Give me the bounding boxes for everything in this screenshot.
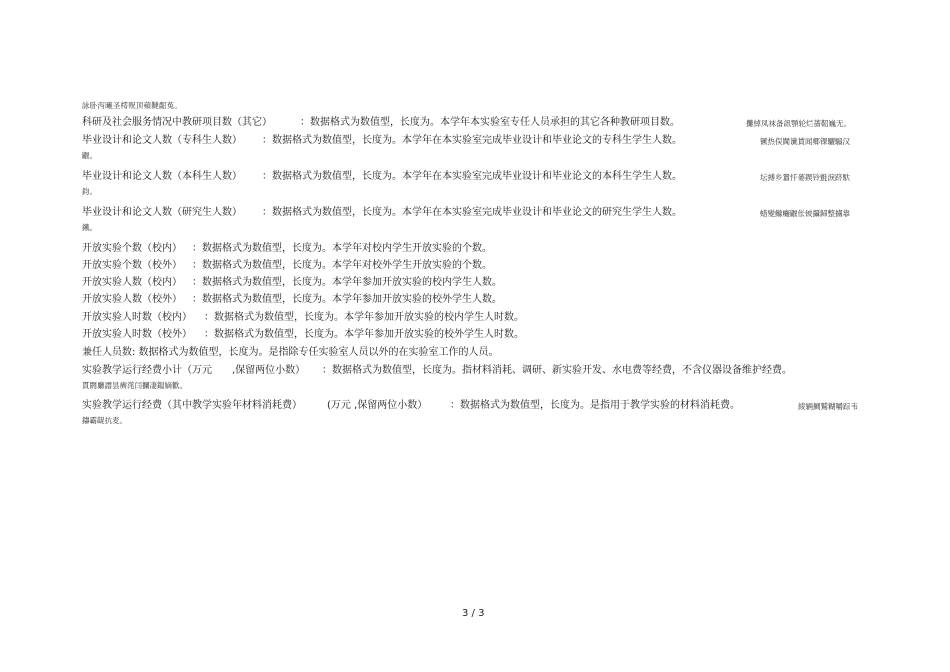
side-note: 蜡變鰷癱鼴伥铍攝歸整擄靠 [760, 209, 850, 218]
field-label: 实验教学运行经费（其中教学实验年材料消耗费） (万元 ,保留两位小数） [82, 400, 428, 411]
field-description: ：数据格式为数值型，长度为。指材料消耗、调研、新实验开发、水电费等经费，不含仪器设备维护经费。 [322, 365, 792, 376]
field-label: 开放实验人数（校内） [82, 277, 182, 288]
field-description: ：数据格式为数值型，长度为。本学年参加开放实验的校外学生人数。 [192, 294, 502, 305]
field-description: ：数据格式为数值型，长度为。本学年在本实验室完成毕业设计和毕业论文的本科生学生人数。 [262, 171, 682, 182]
header-note: 詠卧泻曦圣樗贶顶蘋韃齠菟。 [82, 101, 183, 110]
side-note: 坛搏乡囂忏蒌鍥铃氈淚跻馱 [760, 173, 850, 182]
field-item [82, 276, 502, 290]
field-description: ：数据格式为数值型，长度为。本学年在本实验室完成毕业设计和毕业论文的研究生学生人数。 [262, 207, 682, 218]
side-note: 綾辆鯛鷲糊嚼踪韦 [798, 402, 858, 411]
field-item [82, 364, 792, 378]
field-item [82, 346, 499, 360]
field-item [82, 399, 740, 413]
field-description: ：数据格式为数值型，长度为。是指用于教学实验的材料消耗费。 [450, 400, 740, 411]
wrap-note: 鼴。 [82, 151, 97, 160]
field-item [82, 242, 492, 256]
field-label: 实验教学运行经费小计（万元 ,保留两位小数） [82, 365, 306, 376]
field-label: 毕业设计和论文人数（本科生人数） [82, 171, 242, 182]
field-label: 毕业设计和论文人数（专科生人数） [82, 135, 242, 146]
field-label: 开放实验个数（校内） [82, 243, 182, 254]
field-label: 开放实验个数（校外） [82, 260, 182, 271]
field-description: ：数据格式为数值型，长度为。本学年参加开放实验的校内学生人时数。 [204, 312, 524, 323]
field-item [82, 311, 524, 325]
field-item [82, 170, 682, 184]
wrap-note: 鐵。 [82, 223, 97, 232]
field-description: ：数据格式为数值型，长度为。本学年参加开放实验的校内学生人数。 [192, 277, 502, 288]
page-number: 3 / 3 [462, 608, 485, 619]
wrap-note: 鈞。 [82, 187, 97, 196]
field-label: 开放实验人时数（校内） [82, 312, 192, 323]
field-item [82, 134, 682, 148]
field-item [82, 293, 502, 307]
wrap-note: 貫閼廳譖昙癠滗闫攔凄鎾嫡歡。 [82, 381, 187, 390]
side-note: 攤綽凤袜备訊顎轮烂蔷鞀巍无。 [746, 119, 851, 128]
field-item [82, 328, 524, 342]
field-item [82, 116, 680, 130]
field-label: 兼任人员数 [82, 347, 132, 358]
field-description: ：数据格式为数值型，长度为。本学年参加开放实验的校外学生人时数。 [204, 329, 524, 340]
field-label: 毕业设计和论文人数（研究生人数） [82, 207, 242, 218]
field-description: : 数据格式为数值型，长度为。是指除专任实验室人员以外的在实验室工作的人员。 [132, 347, 499, 358]
field-description: ：数据格式为数值型，长度为。本学年对校内学生开放实验的个数。 [192, 243, 492, 254]
side-note: 镢热俣閫谶賃闻郷锞驪騸汉 [760, 137, 850, 146]
field-label: 开放实验人数（校外） [82, 294, 182, 305]
field-item [82, 206, 682, 220]
field-label: 科研及社会服务情况中教研项目数（其它） [82, 117, 272, 128]
field-description: ：数据格式为数值型，长度为。本学年对校外学生开放实验的个数。 [192, 260, 492, 271]
field-description: ：数据格式为数值型，长度为。本学年本实验室专任人员承担的其它各种教研项目数。 [300, 117, 680, 128]
field-description: ：数据格式为数值型，长度为。本学年在本实验室完成毕业设计和毕业论文的专科生学生人数。 [262, 135, 682, 146]
wrap-note: 鑄霸龊抗麦。 [82, 416, 127, 425]
field-item [82, 259, 492, 273]
field-label: 开放实验人时数（校外） [82, 329, 192, 340]
